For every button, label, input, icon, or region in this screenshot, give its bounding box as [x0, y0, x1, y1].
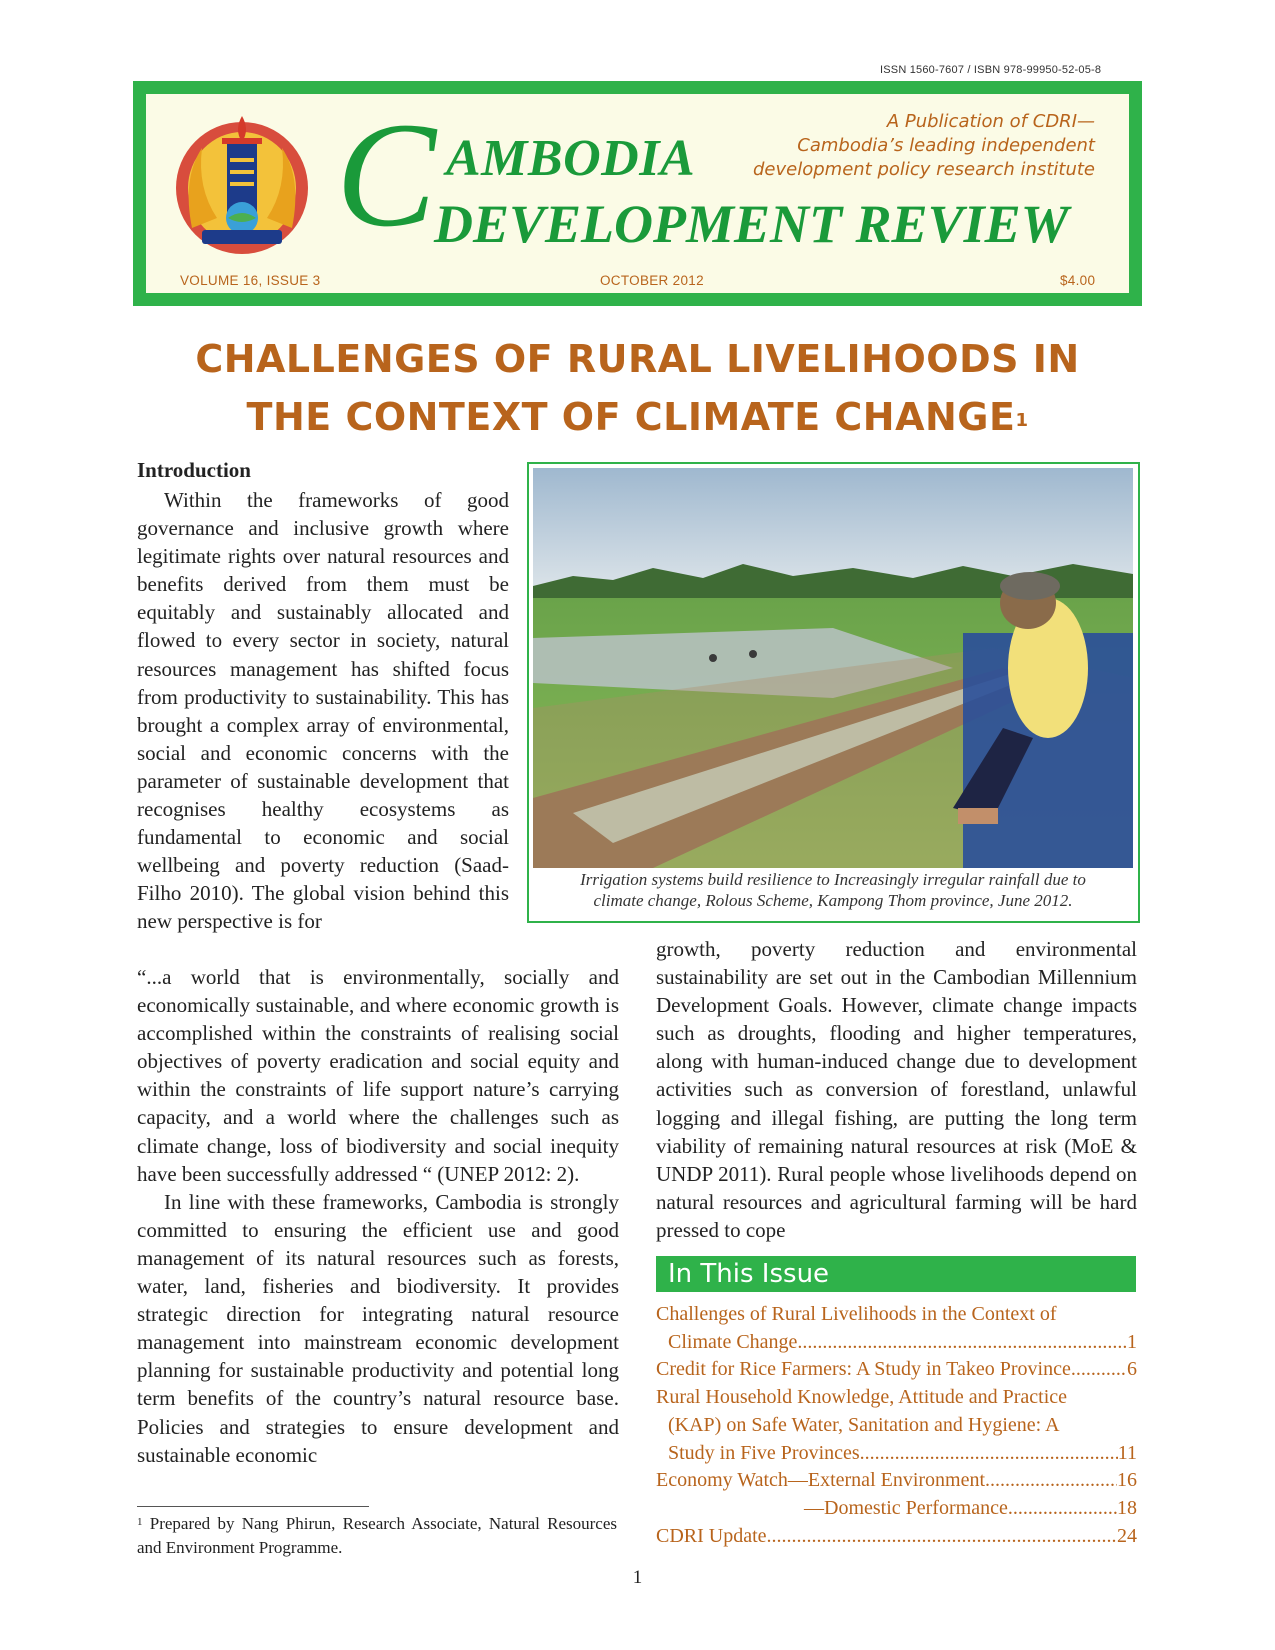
- toc-item[interactable]: CDRI Update ..... 24: [656, 1523, 1137, 1551]
- toc-item[interactable]: Rural Household Knowledge, Attitude and Practice (KAP) on Safe Water, Sanitation and Hygiene: A Study in Five Provinces ..... 11: [656, 1384, 1137, 1467]
- publication-note: A Publication of CDRI— Cambodia’s leading independent development policy research institute: [753, 111, 1095, 180]
- title-footnote-mark: 1: [1015, 410, 1029, 431]
- article-title: CHALLENGES OF RURAL LIVELIHOODS IN THE CONTEXT OF CLIMATE CHANGE$^1$: [195, 337, 1080, 439]
- toc-item[interactable]: Economy Watch—External Environment ..... 16: [656, 1467, 1137, 1495]
- section-heading: Introduction: [137, 458, 251, 482]
- footnote: $^1$ Prepared by Nang Phirun, Research Associate, Natural Resources and Environment Programme.: [137, 1514, 617, 1557]
- photo-caption: Irrigation systems build resilience to Increasingly irregular rainfall due to climate change, Rolous Scheme, Kampong Thom province, June 2012.: [580, 870, 1086, 910]
- table-of-contents: [656, 1301, 1137, 1550]
- volume-issue: VOLUME 16, ISSUE 3: [180, 273, 321, 288]
- body-paragraph-right: growth, poverty reduction and environmental sustainability are set out in the Cambodian Millennium Development Goals. However, climate change impacts such as droughts, flooding and higher temperatures, along with human-induced change due to development activities such as conversion of forestland, unlawful logging and illegal fishing, are putting the long term viability of remaining natural resources at risk (MoE & UNDP 2011). Rural people whose livelihoods depend on natural resources and agricultural farming will be hard pressed to cope: [656, 937, 1137, 1242]
- footnote-rule: [137, 1506, 369, 1507]
- toc-item[interactable]: —Domestic Performance ..... 18: [656, 1495, 1137, 1523]
- body-paragraph-upper: Within the frameworks of good governance and inclusive growth where legitimate rights over natural resources and benefits derived from them must be equitably and sustainably allocated and flowed to every sector in society, natural resources management has shifted focus from productivity to sustainability. This has brought a complex array of environmental, social and economic concerns with the parameter of sustainable development that recognises healthy ecosystems as fundamental to economic and social wellbeing and poverty reduction (Saad-Filho 2010). The global vision behind this new perspective is for: [137, 488, 509, 934]
- masthead-title-line2: DEVELOPMENT REVIEW: [434, 194, 1069, 254]
- price: $4.00: [1060, 273, 1096, 288]
- rice-field-photo: [533, 468, 1133, 868]
- masthead-initial: C: [336, 92, 437, 258]
- page-number: 1: [632, 1567, 643, 1588]
- issue-date: OCTOBER 2012: [600, 273, 704, 288]
- masthead-title-line1: AMBODIA: [446, 130, 696, 187]
- body-paragraph-lower: “...a world that is environmentally, socially and economically sustainable, and where economic growth is accomplished within the constraints of realising social objectives of poverty eradication and social equity and within the constraints of life support nature’s carrying capacity, and a world where the challenges such as climate change, loss of biodiversity and social inequity have been successfully addressed “ (UNEP 2012: 2). In line with these frameworks, Cambodia is strongly committed to ensuring the efficient use and good management of its natural resources such as forests, water, land, fisheries and biodiversity. It provides strategic direction for integrating natural resource management into mainstream economic development planning for sustainable productivity and potential long term benefits of the country’s natural resource base. Policies and strategies to ensure development and sustainable economic: [137, 965, 619, 1467]
- toc-item[interactable]: Credit for Rice Farmers: A Study in Takeo Province ..... 6: [656, 1356, 1137, 1384]
- toc-item[interactable]: Challenges of Rural Livelihoods in the Context of Climate Change ..... 1: [656, 1301, 1137, 1356]
- cdri-emblem-icon: [172, 108, 312, 258]
- issn-isbn: ISSN 1560-7607 / ISBN 978-99950-52-05-8: [880, 64, 1102, 76]
- in-this-issue-title: In This Issue: [668, 1259, 830, 1289]
